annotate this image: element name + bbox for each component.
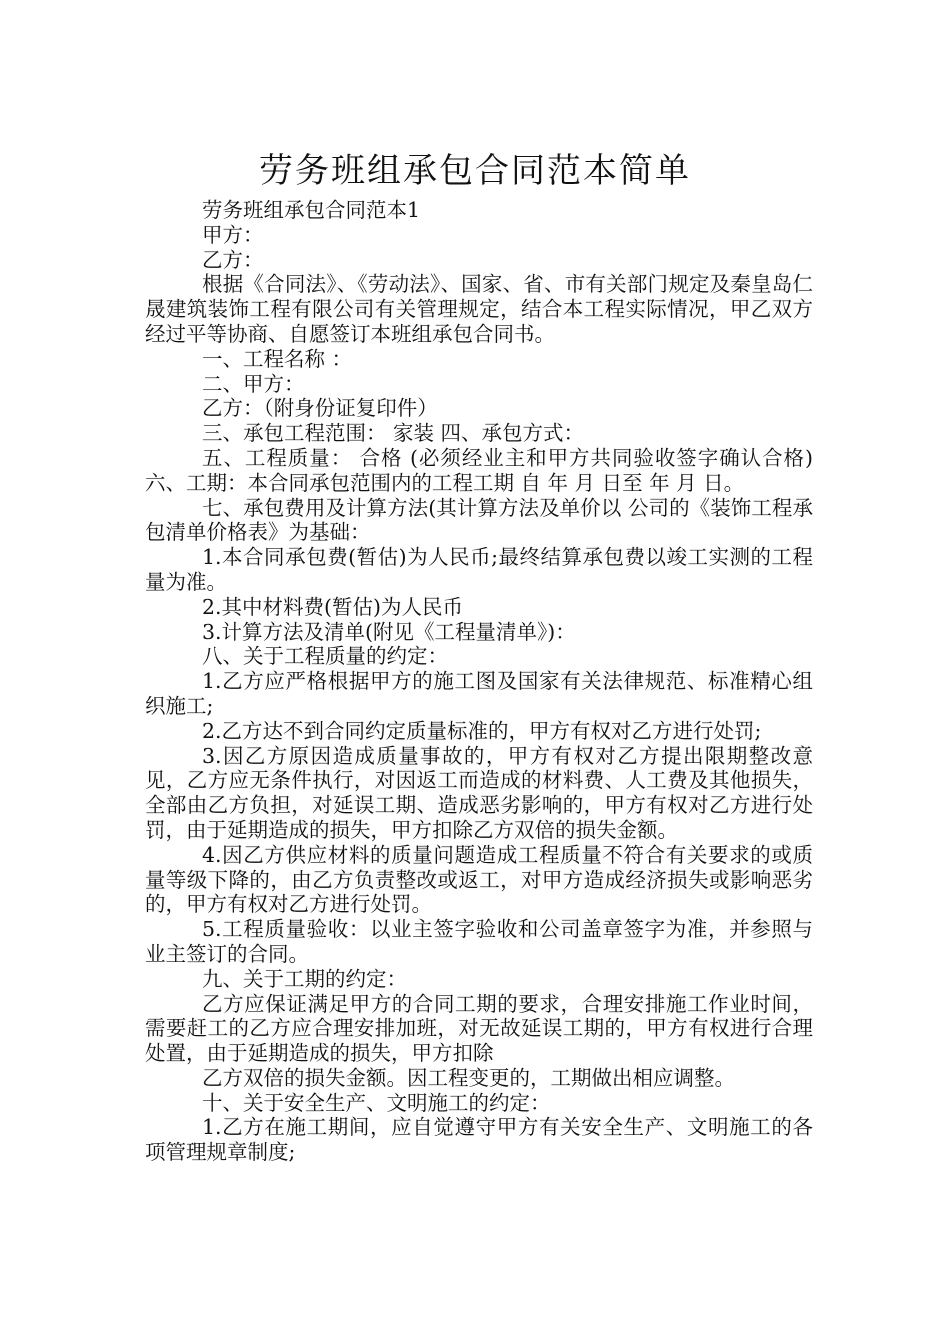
document-body (145, 198, 813, 1165)
paragraph-fees-3: 3.计算方法及清单(附见《工程量清单》)： (202, 619, 576, 644)
paragraph-scope: 三、承包工程范围： 家装 四、承包方式： (202, 421, 585, 446)
paragraph-fees: 七、承包费用及计算方法(其计算方法及单价以 公司的《装饰工程承包清单价格表》为基础： (145, 495, 813, 545)
paragraph-fees-2: 2.其中材料费(暂估)为人民币 (202, 594, 464, 619)
paragraph-quality-2: 2.乙方达不到合同约定质量标准的，甲方有权对乙方进行处罚; (202, 718, 762, 743)
paragraph-schedule-1: 乙方应保证满足甲方的合同工期的要求，合理安排施工作业时间，需要赶工的乙方应合理安排加班，对无故延误工期的，甲方有权进行合理处置，由于延期造成的损失，甲方扣除 (145, 991, 813, 1066)
paragraph-quality-5: 5.工程质量验收：以业主签字验收和公司盖章签字为准，并参照与业主签订的合同。 (145, 917, 813, 966)
paragraph-fees-1: 1.本合同承包费(暂估)为人民币;最终结算承包费以竣工实测的工程量为准。 (145, 545, 813, 594)
paragraph-quality-4: 4.因乙方供应材料的质量问题造成工程质量不符合有关要求的或质量等级下降的，由乙方负责整改或返工，对甲方造成经济损失或影响恶劣的，甲方有权对乙方进行处罚。 (145, 842, 813, 917)
paragraph-section-2-party-a: 二、甲方： (202, 371, 305, 396)
paragraph-contract-heading: 劳务班组承包合同范本1 (202, 198, 421, 222)
paragraph-section-2-party-b: 乙方：（附身份证复印件） (202, 396, 438, 421)
paragraph-project-name: 一、工程名称 ： (202, 346, 353, 371)
paragraph-party-a: 甲方： (202, 222, 264, 247)
paragraph-section-8: 八、关于工程质量的约定： (202, 644, 448, 669)
paragraph-schedule-2: 乙方双倍的损失金额。因工程变更的，工期做出相应调整。 (202, 1065, 735, 1090)
document-title: 劳务班组承包合同范本简单 (259, 150, 691, 191)
paragraph-section-10: 十、关于安全生产、文明施工的约定： (202, 1090, 551, 1115)
paragraph-quality-and-period: 五、工程质量： 合格 (必须经业主和甲方共同验收签字确认合格) 六、工期：本合同承包范围内的工程工期 自 年 月 日至 年 月 日。 (145, 445, 813, 495)
paragraph-quality-1: 1.乙方应严格根据甲方的施工图及国家有关法律规范、标准精心组织施工; (145, 669, 813, 718)
paragraph-safety-1: 1.乙方在施工期间，应自觉遵守甲方有关安全生产、文明施工的各项管理规章制度; (145, 1115, 813, 1165)
paragraph-party-b: 乙方： (202, 247, 264, 272)
paragraph-section-9: 九、关于工期的约定： (202, 966, 407, 991)
paragraph-quality-3: 3.因乙方原因造成质量事故的，甲方有权对乙方提出限期整改意见，乙方应无条件执行，对因返工而造成的材料费、人工费及其他损失，全部由乙方负担，对延误工期、造成恶劣影响的，甲方有权对乙方进行处罚，由于延期造成的损失，甲方扣除乙方双倍的损失金额。 (145, 743, 813, 842)
paragraph-preamble: 根据《合同法》、《劳动法》、国家、省、市有关部门规定及秦皇岛仁晟建筑装饰工程有限公司有关管理规定，结合本工程实际情况，甲乙双方经过平等协商、自愿签订本班组承包合同书。 (145, 272, 813, 346)
